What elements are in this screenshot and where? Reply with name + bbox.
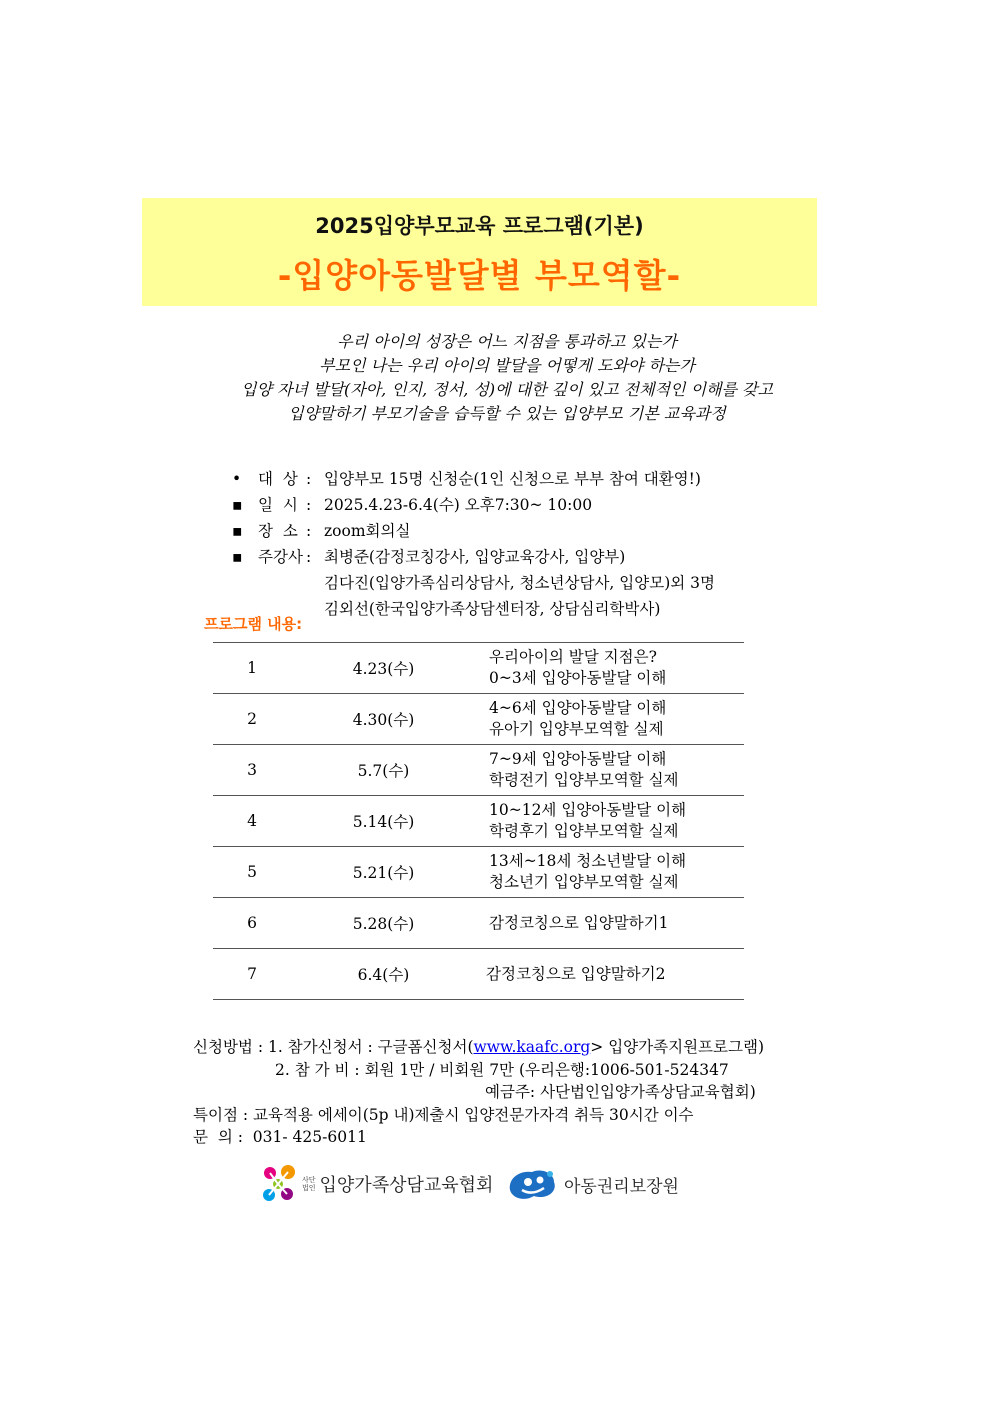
session-number: 6 [213, 898, 291, 949]
ncrc-logo [506, 1166, 679, 1202]
detail-label: 주강사 [258, 548, 303, 566]
detail-label: 장 소 [258, 522, 298, 540]
session-date: 5.7(수) [291, 745, 476, 796]
table-row [213, 745, 744, 796]
topic-line: 학령후기 입양부모역할 실제 [489, 822, 679, 840]
detail-place: ▪ 장 소 : zoom회의실 [232, 518, 715, 544]
table-row [213, 694, 744, 745]
topic-line: 감정코칭으로 입양말하기1 [489, 913, 669, 932]
contact-info: 문 의 : 031- 425-6011 [193, 1128, 367, 1146]
session-number: 4 [213, 796, 291, 847]
bullet-icon: ▪ [232, 496, 243, 514]
fee-info: 2. 참 가 비 : 회원 1만 / 비회원 7만 (우리은행:1006-501-524347 [275, 1060, 729, 1079]
kaafc-logo-icon [260, 1164, 300, 1204]
topic-line: 청소년기 입양부모역할 실제 [489, 873, 679, 891]
lecturer-line: 김외선(한국입양가족상담센터장, 상담심리학박사) [324, 600, 661, 618]
title-banner [142, 198, 817, 306]
intro-paragraph [142, 330, 872, 426]
session-topic [476, 949, 744, 1000]
session-topic [476, 694, 744, 745]
session-number: 7 [213, 949, 291, 1000]
session-number: 5 [213, 847, 291, 898]
topic-line: 우리아이의 발달 지점은? [489, 648, 657, 666]
topic-line: 유아기 입양부모역할 실제 [489, 720, 664, 738]
account-holder: 예금주: 사단법인입양가족상담교육협회) [485, 1083, 756, 1101]
session-topic [476, 745, 744, 796]
intro-line: 부모인 나는 우리 아이의 발달을 어떻게 도와야 하는가 [319, 356, 695, 375]
table-row [213, 847, 744, 898]
session-topic [476, 796, 744, 847]
detail-value: 최병준(감정코칭강사, 입양교육강사, 입양부) [324, 548, 626, 566]
topic-line: 10~12세 입양아동발달 이해 [489, 801, 687, 819]
bullet-icon: • [232, 470, 242, 488]
page-subtitle: -입양아동발달별 부모역할- [277, 256, 682, 295]
table-row [213, 949, 744, 1000]
table-row [213, 796, 744, 847]
intro-line: 입양말하기 부모기술을 습득할 수 있는 입양부모 기본 교육과정 [288, 404, 726, 423]
topic-line: 0~3세 입양아동발달 이해 [489, 669, 667, 687]
session-number: 2 [213, 694, 291, 745]
session-date: 4.23(수) [291, 643, 476, 694]
special-note: 특이점 : 교육적용 에세이(5p 내)제출시 입양전문가자격 취득 30시간 이수 [193, 1105, 694, 1124]
session-date: 5.14(수) [291, 796, 476, 847]
session-number: 3 [213, 745, 291, 796]
application-info [193, 1036, 764, 1149]
program-table [213, 642, 744, 1000]
kaafc-logo [260, 1164, 493, 1204]
session-topic [476, 898, 744, 949]
session-date: 5.21(수) [291, 847, 476, 898]
ncrc-logo-icon [506, 1166, 558, 1202]
bullet-icon: ▪ [232, 548, 243, 566]
session-date: 4.30(수) [291, 694, 476, 745]
ncrc-logo-text: 아동권리보장원 [564, 1176, 679, 1197]
detail-lecturers: ▪ 주강사 : 최병준(감정코칭강사, 입양교육강사, 입양부) [232, 544, 715, 570]
website-link[interactable]: www.kaafc.org [473, 1038, 591, 1056]
detail-value: 2025.4.23-6.4(수) 오후7:30~ 10:00 [324, 496, 593, 514]
apply-method: 신청방법 : 1. 참가신청서 : 구글폼신청서(www.kaafc.org> 입양가족지원프로그램) [193, 1038, 764, 1056]
session-number: 1 [213, 643, 291, 694]
detail-value: 입양부모 15명 신청순(1인 신청으로 부부 참여 대환영!) [324, 470, 701, 488]
bullet-icon: ▪ [232, 522, 243, 540]
intro-line: 우리 아이의 성장은 어느 지점을 통과하고 있는가 [337, 332, 677, 351]
program-label: 프로그램 내용: [204, 615, 303, 633]
intro-line: 입양 자녀 발달(자아, 인지, 정서, 성)에 대한 깊이 있고 전체적인 이해를 갖고 [241, 380, 773, 399]
topic-line: 4~6세 입양아동발달 이해 [489, 699, 667, 717]
topic-line: 13세~18세 청소년발달 이해 [489, 852, 687, 870]
session-date: 6.4(수) [291, 949, 476, 1000]
topic-line: 학령전기 입양부모역할 실제 [489, 771, 679, 789]
session-topic [476, 643, 744, 694]
detail-target: • 대 상 : 입양부모 15명 신청순(1인 신청으로 부부 참여 대환영!) [232, 466, 715, 492]
topic-line: 감정코칭으로 입양말하기2 [486, 964, 666, 983]
details-list [232, 466, 715, 622]
table-row [213, 643, 744, 694]
topic-line: 7~9세 입양아동발달 이해 [489, 750, 667, 768]
table-row [213, 898, 744, 949]
logo-small-text: 사단 법인 [302, 1176, 316, 1192]
detail-schedule: ▪ 일 시 : 2025.4.23-6.4(수) 오후7:30~ 10:00 [232, 492, 715, 518]
lecturer-line: 김다진(입양가족심리상담사, 청소년상담사, 입양모)외 3명 [324, 574, 715, 592]
detail-label: 일 시 [258, 496, 298, 514]
session-topic [476, 847, 744, 898]
detail-value: zoom회의실 [324, 522, 411, 540]
page-title: 2025입양부모교육 프로그램(기본) [315, 214, 644, 238]
detail-label: 대 상 [258, 470, 298, 488]
kaafc-logo-text: 입양가족상담교육협회 [319, 1175, 494, 1196]
session-date: 5.28(수) [291, 898, 476, 949]
